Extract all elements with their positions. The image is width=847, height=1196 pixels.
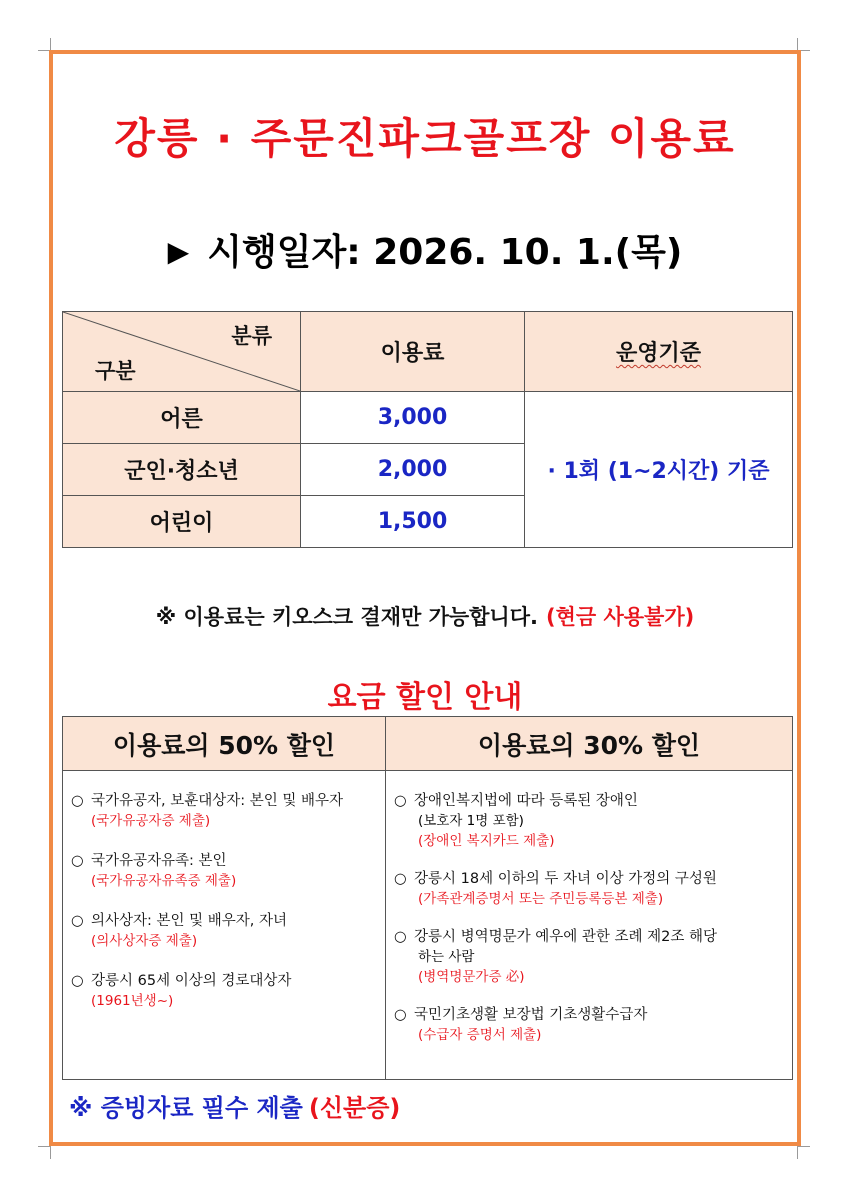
list-item-note: (국가유공자증 제출) [91,813,211,829]
category-cell: 군인·청소년 [63,444,301,496]
discount-50-header: 이용료의 50% 할인 [63,717,386,771]
circle-bullet-icon: ○ [394,871,407,887]
page-title: 강릉 · 주문진파크골프장 이용료 [114,114,736,163]
discount-table [62,716,793,1080]
effective-date-text: 시행일자: 2026. 10. 1.(목) [207,232,683,273]
page-corner-mark [797,1146,810,1159]
footer-notice-text: ※ 증빙자료 필수 제출 [69,1094,303,1122]
list-item-text: 국가유공자, 보훈대상자: 본인 및 배우자 [91,793,344,809]
header-fee: 이용료 [301,312,525,392]
list-item [71,911,381,951]
circle-bullet-icon: ○ [394,793,407,809]
discount-30-list [386,771,793,1080]
discount-title: 요금 할인 안내 [327,680,523,715]
discount-50-list [63,771,386,1080]
discount-30-header: 이용료의 30% 할인 [386,717,793,771]
circle-bullet-icon: ○ [394,1007,407,1023]
list-item-text: 국민기초생활 보장법 기초생활수급자 [414,1007,648,1023]
list-item-note: (수급자 증명서 제출) [418,1027,542,1043]
list-item-text: 의사상자: 본인 및 배우자, 자녀 [91,913,288,929]
circle-bullet-icon: ○ [394,929,407,945]
list-item [394,1005,788,1045]
list-item [394,927,788,987]
list-item-text: 강릉시 병역명문가 예우에 관한 조례 제2조 해당 [414,929,718,945]
category-cell: 어른 [63,392,301,444]
effective-date [53,224,797,275]
list-item [71,791,381,831]
list-item [71,851,381,891]
list-item [394,791,788,851]
list-item-text: 강릉시 65세 이상의 경로대상자 [91,973,292,989]
table-row [63,392,793,444]
poster-frame [49,50,801,1146]
fee-table [62,311,793,548]
list-item-note: (국가유공자유족증 제출) [91,873,237,889]
header-category-bottom: 구분 [95,359,136,383]
footer-notice [69,1088,400,1123]
list-item-note: (1961년생~) [91,993,174,1009]
list-item-text: 국가유공자유족: 본인 [91,853,227,869]
list-item-note: (병역명문가증 必) [418,969,525,985]
list-item-note: (장애인 복지카드 제출) [418,833,555,849]
circle-bullet-icon: ○ [71,853,84,869]
fee-table-corner-header [63,312,301,392]
header-category-top: 분류 [231,324,272,348]
fee-cell: 1,500 [301,496,525,548]
payment-notice-red: (현금 사용불가) [545,605,695,629]
header-standard: 운영기준 [525,312,793,392]
standard-cell: · 1회 (1~2시간) 기준 [525,392,793,548]
list-item [394,869,788,909]
payment-notice-text: ※ 이용료는 키오스크 결재만 가능합니다. [155,605,538,629]
circle-bullet-icon: ○ [71,913,84,929]
list-item-note: (가족관계증명서 또는 주민등록등본 제출) [418,891,664,907]
category-cell: 어린이 [63,496,301,548]
list-item-text: 강릉시 18세 이하의 두 자녀 이상 가정의 구성원 [414,871,717,887]
fee-cell: 2,000 [301,444,525,496]
list-item-text: 장애인복지법에 따라 등록된 장애인 [414,793,638,809]
list-item-sub: 하는 사람 [418,949,475,965]
circle-bullet-icon: ○ [71,973,84,989]
payment-notice [53,601,797,631]
fee-cell: 3,000 [301,392,525,444]
triangle-arrow-icon: ▶ [167,235,190,268]
list-item-sub: (보호자 1명 포함) [418,813,524,829]
list-item-note: (의사상자증 제출) [91,933,198,949]
list-item [71,971,381,1011]
footer-notice-red: (신분증) [308,1094,401,1122]
page-corner-mark [38,1146,51,1159]
circle-bullet-icon: ○ [71,793,84,809]
